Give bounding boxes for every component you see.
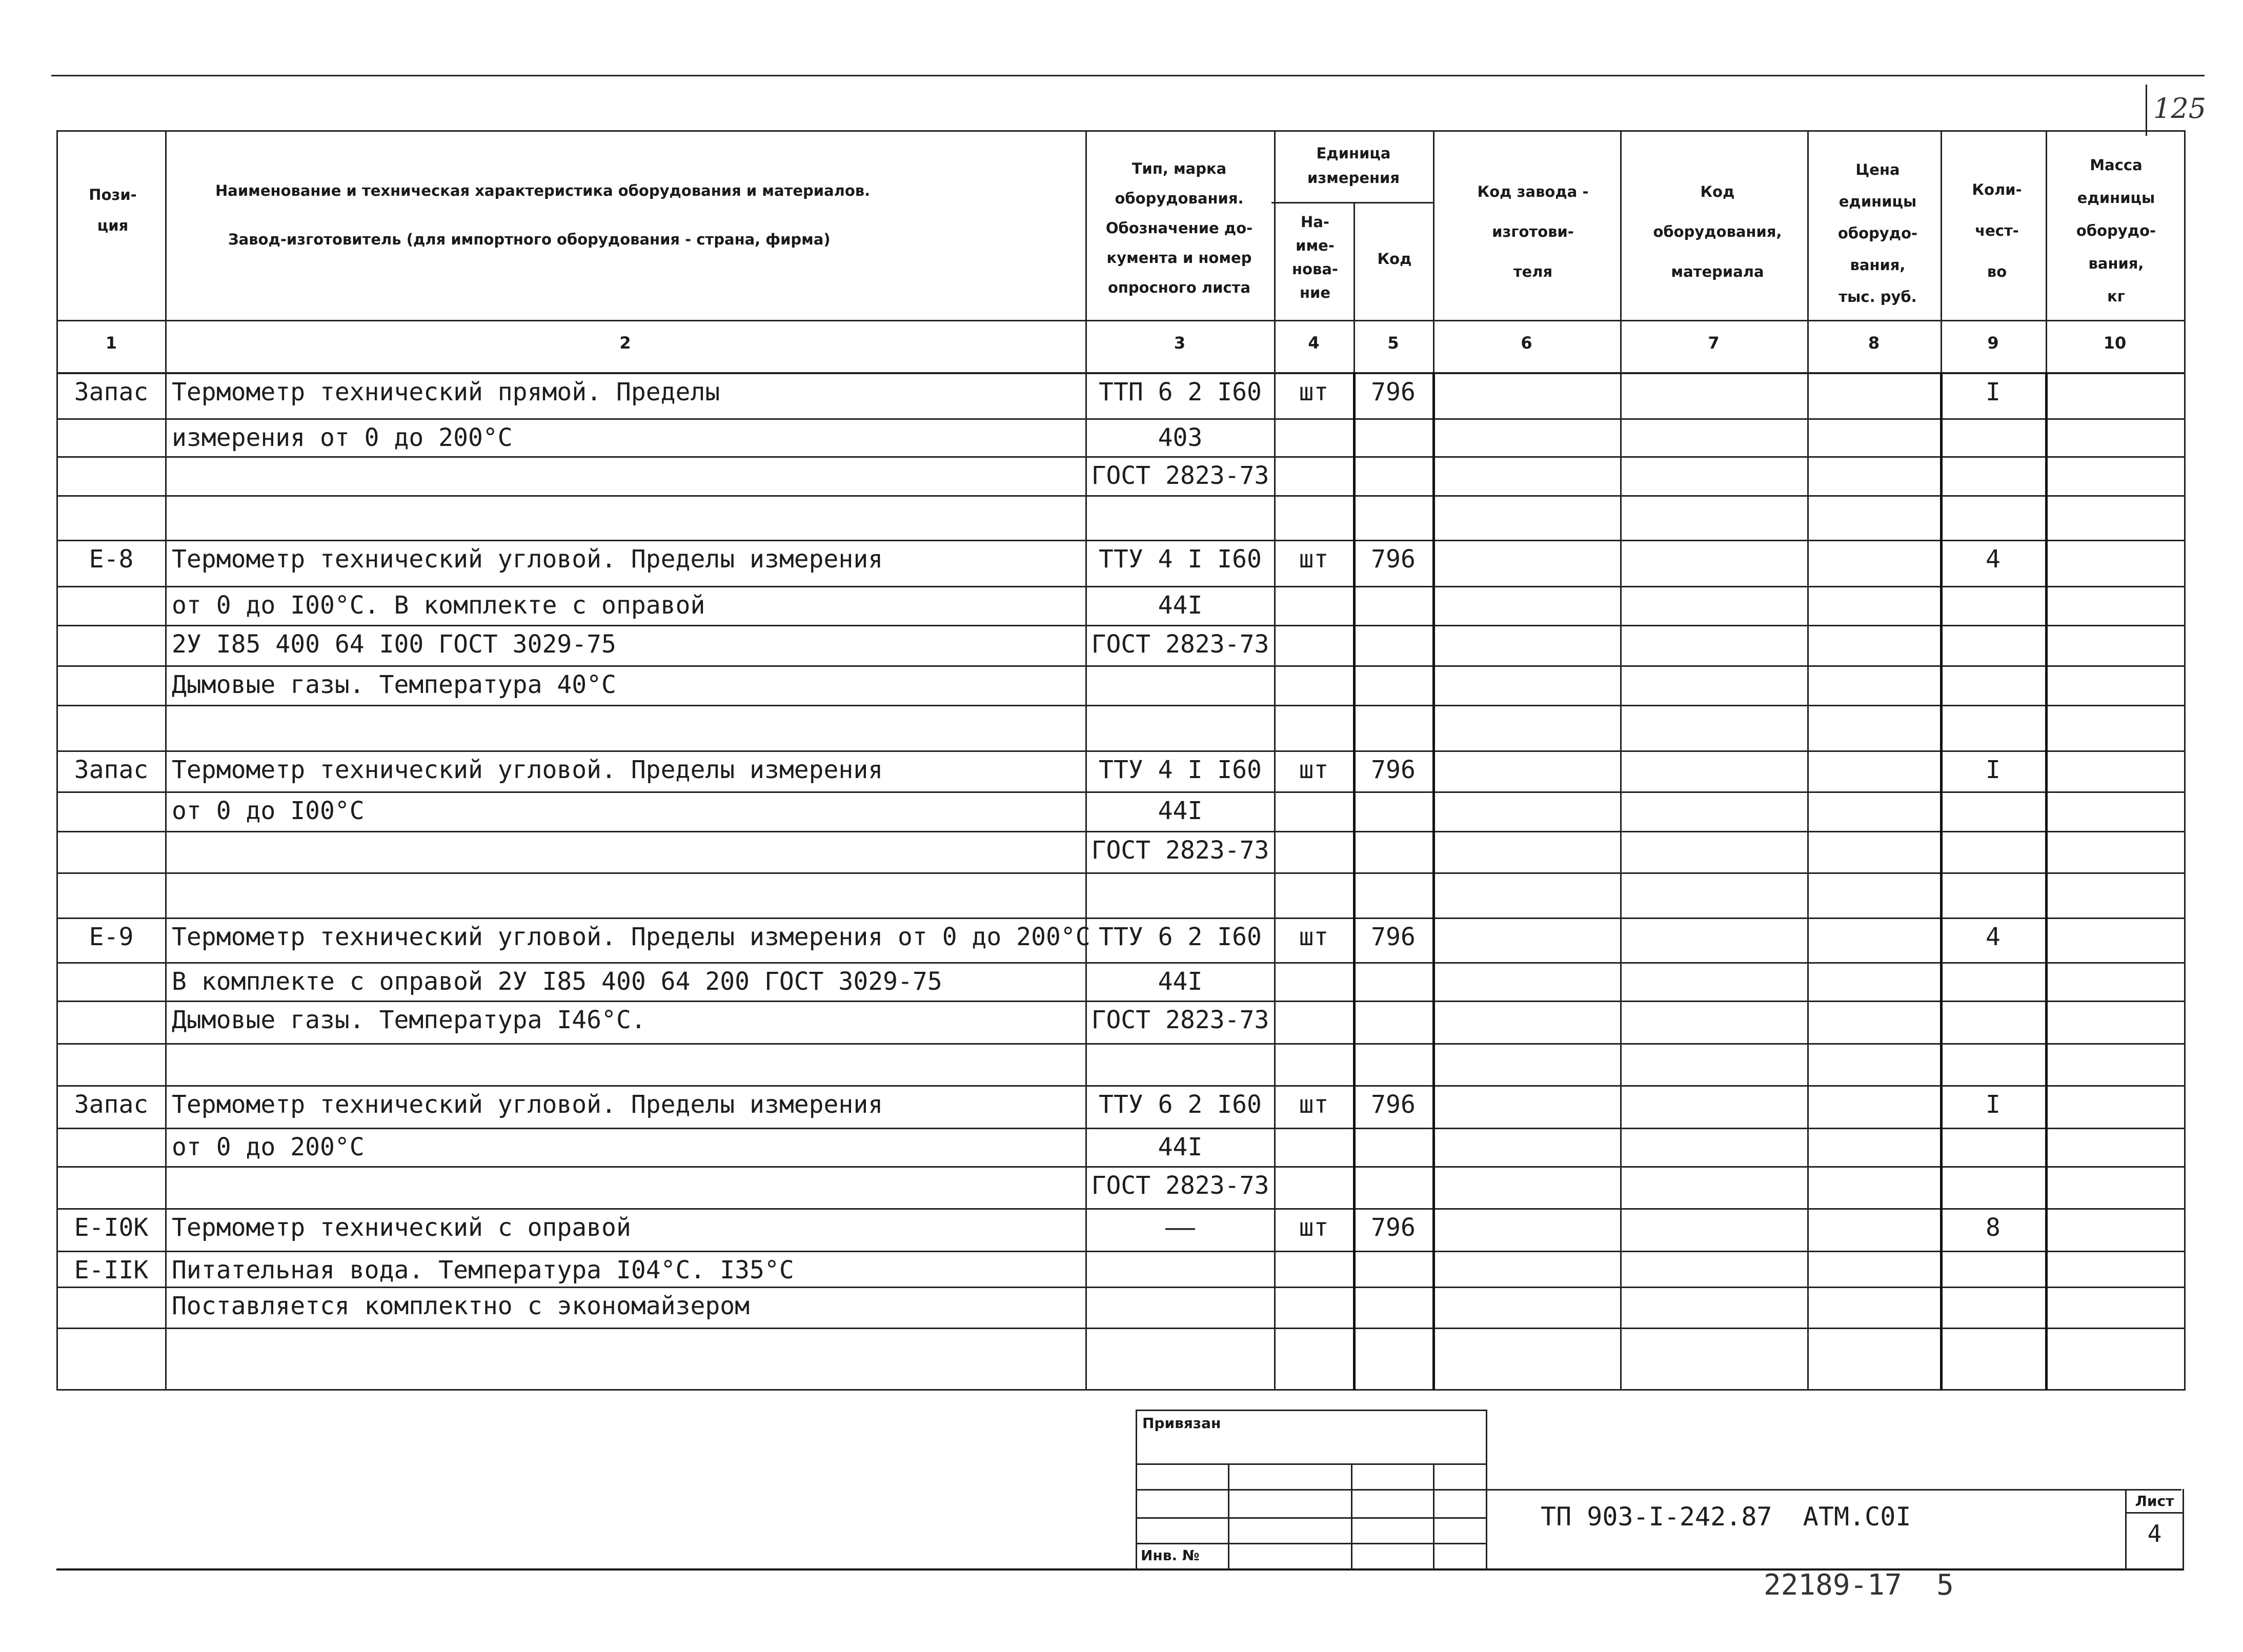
row-code: 796 (1371, 923, 1416, 951)
column-rule (2184, 130, 2186, 1391)
row-qty: I (1986, 378, 2000, 406)
row-unit: шт (1299, 545, 1329, 574)
header-name-line2: Завод-изготовитель (для импортного оборудования - страна, фирма) (228, 231, 831, 248)
row-rule (56, 1043, 2184, 1045)
row-rule (56, 1001, 2184, 1002)
row-qty: 4 (1986, 545, 2000, 574)
row-name: Термометр технический угловой. Пределы измерения (172, 1090, 883, 1119)
row-type: 44I (1158, 1133, 1203, 1161)
row-rule (56, 1328, 2184, 1329)
row-unit: шт (1299, 1090, 1329, 1119)
row-rule (56, 495, 2184, 497)
table-top-border (56, 130, 2184, 132)
row-rule (56, 872, 2184, 874)
stamp-rule (2125, 1512, 2184, 1514)
header-type: Тип, марка оборудования. Обозначение до- кумента и номер опросного листа (1105, 160, 1253, 296)
sheet-number: 4 (2147, 1520, 2162, 1547)
header-bottom-border (56, 320, 2184, 321)
row-name: Дымовые газы. Температура 40°С (172, 670, 616, 699)
row-rule (56, 1208, 2184, 1210)
row-code: 796 (1371, 756, 1416, 784)
row-name: Термометр технический угловой. Пределы измерения (172, 756, 883, 784)
row-rule (56, 625, 2184, 626)
column-number-4: 4 (1308, 333, 1320, 353)
header-unit-code: Код (1377, 250, 1412, 268)
row-rule (56, 456, 2184, 458)
column-rule (1085, 130, 1087, 1391)
unit-group-divider (1271, 202, 1433, 203)
row-name: от 0 до I00°С (172, 797, 365, 825)
stamp-inventory-label: Инв. № (1141, 1547, 1200, 1564)
stamp-vline (1486, 1410, 1487, 1569)
column-rule (1620, 130, 1622, 1391)
row-name: от 0 до I00°С. В комплекте с оправой (172, 591, 705, 620)
row-type: ГОСТ 2823-73 (1091, 1171, 1269, 1200)
row-rule (56, 917, 2184, 919)
header-position: Пози- ция (89, 186, 137, 234)
row-rule (56, 1085, 2184, 1087)
stamp-attached-label: Привязан (1142, 1415, 1221, 1432)
header-unit-name: На- име- нова- ние (1292, 213, 1338, 301)
page-number-divider (2146, 85, 2147, 136)
row-type: ТТУ 4 I I60 (1099, 545, 1262, 574)
row-type: ТТП 6 2 I60 (1099, 378, 1262, 406)
row-rule (56, 831, 2184, 832)
column-number-6: 6 (1521, 333, 1532, 353)
stamp-vline (1136, 1410, 1137, 1569)
page-number: 125 (2153, 92, 2207, 125)
row-rule (56, 665, 2184, 667)
row-rule (56, 540, 2184, 541)
row-rule (56, 791, 2184, 793)
row-rule (56, 418, 2184, 420)
row-type: 403 (1158, 423, 1203, 452)
column-number-7: 7 (1708, 333, 1720, 353)
row-name: Дымовые газы. Температура I46°С. (172, 1006, 646, 1034)
column-number-8: 8 (1868, 333, 1880, 353)
stamp-rule (1136, 1489, 2181, 1491)
row-unit: шт (1299, 378, 1329, 406)
row-name: Питательная вода. Температура I04°С. I35°С (172, 1256, 794, 1284)
header-plant-code: Код завода - изготови- теля (1477, 183, 1589, 280)
row-type: ГОСТ 2823-73 (1091, 461, 1269, 490)
row-qty: I (1986, 756, 2000, 784)
row-name: Термометр технический с оправой (172, 1213, 631, 1242)
column-rule (165, 130, 167, 1391)
row-unit: шт (1299, 1213, 1329, 1242)
stamp-rule (1136, 1410, 1487, 1411)
column-number-1: 1 (105, 333, 117, 353)
row-code: 796 (1371, 545, 1416, 574)
row-code: 796 (1371, 378, 1416, 406)
row-type: —— (1165, 1213, 1195, 1242)
row-name: В комплекте с оправой 2У I85 400 64 200 ГОСТ 3029-75 (172, 967, 942, 996)
row-type: 44I (1158, 797, 1203, 825)
row-pos: Запас (74, 756, 149, 784)
row-qty: 8 (1986, 1213, 2000, 1242)
column-number-2: 2 (619, 333, 631, 353)
row-pos: Запас (74, 378, 149, 406)
row-name: Поставляется комплектно с экономайзером (172, 1292, 750, 1320)
row-rule (56, 705, 2184, 706)
stamp-vline (1351, 1463, 1352, 1569)
top-rule (51, 75, 2205, 76)
header-quantity: Коли- чест- во (1972, 181, 2022, 280)
row-name: от 0 до 200°С (172, 1133, 365, 1161)
stamp-vline (2125, 1489, 2127, 1569)
row-qty: I (1986, 1090, 2000, 1119)
row-rule (56, 586, 2184, 587)
table-bottom-border (56, 1389, 2184, 1391)
column-number-9: 9 (1987, 333, 1999, 353)
row-unit: шт (1299, 756, 1329, 784)
column-number-5: 5 (1387, 333, 1399, 353)
document-code: ТП 903-I-242.87 АТМ.С0I (1541, 1502, 1911, 1532)
sheet-label: Лист (2135, 1493, 2174, 1510)
header-equipment-code: Код оборудования, материала (1653, 183, 1782, 280)
row-rule (56, 750, 2184, 752)
column-rule (1807, 130, 1809, 1391)
row-type: ТТУ 6 2 I60 (1099, 1090, 1262, 1119)
row-code: 796 (1371, 1213, 1416, 1242)
row-rule (56, 373, 2184, 374)
stamp-vline (1433, 1463, 1434, 1569)
row-name: измерения от 0 до 200°С (172, 423, 513, 452)
stamp-vline (2183, 1489, 2184, 1569)
header-mass: Масса единицы оборудо- вания, кг (2076, 156, 2156, 305)
row-pos: Е-8 (89, 545, 134, 574)
row-type: ГОСТ 2823-73 (1091, 630, 1269, 659)
header-price: Цена единицы оборудо- вания, тыс. руб. (1837, 161, 1918, 305)
archive-number: 22189-17 5 (1764, 1568, 1954, 1602)
row-rule (56, 962, 2184, 964)
column-number-3: 3 (1174, 333, 1186, 353)
row-pos: Е-I0К (74, 1213, 149, 1242)
column-number-10: 10 (2103, 333, 2127, 353)
header-unit-group: Единица измерения (1307, 145, 1400, 187)
row-name: Термометр технический прямой. Пределы (172, 378, 720, 406)
row-type: ТТУ 6 2 I60 (1099, 923, 1262, 951)
row-unit: шт (1299, 923, 1329, 951)
row-code: 796 (1371, 1090, 1416, 1119)
row-pos: Е-9 (89, 923, 134, 951)
header-name-line1: Наименование и техническая характеристика оборудования и материалов. (215, 182, 871, 199)
row-type: ТТУ 4 I I60 (1099, 756, 1262, 784)
stamp-vline (1228, 1463, 1229, 1569)
row-rule (56, 1251, 2184, 1252)
row-rule (56, 1128, 2184, 1129)
row-type: 44I (1158, 591, 1203, 620)
row-type: ГОСТ 2823-73 (1091, 1006, 1269, 1034)
row-rule (56, 1287, 2184, 1288)
row-name: 2У I85 400 64 I00 ГОСТ 3029-75 (172, 630, 616, 659)
row-type: 44I (1158, 967, 1203, 996)
row-qty: 4 (1986, 923, 2000, 951)
row-pos: Е-IIК (74, 1256, 149, 1284)
row-pos: Запас (74, 1090, 149, 1119)
row-type: ГОСТ 2823-73 (1091, 836, 1269, 865)
row-name: Термометр технический угловой. Пределы измерения от 0 до 200°С (172, 923, 1090, 951)
row-rule (56, 1166, 2184, 1168)
row-name: Термометр технический угловой. Пределы измерения (172, 545, 883, 574)
